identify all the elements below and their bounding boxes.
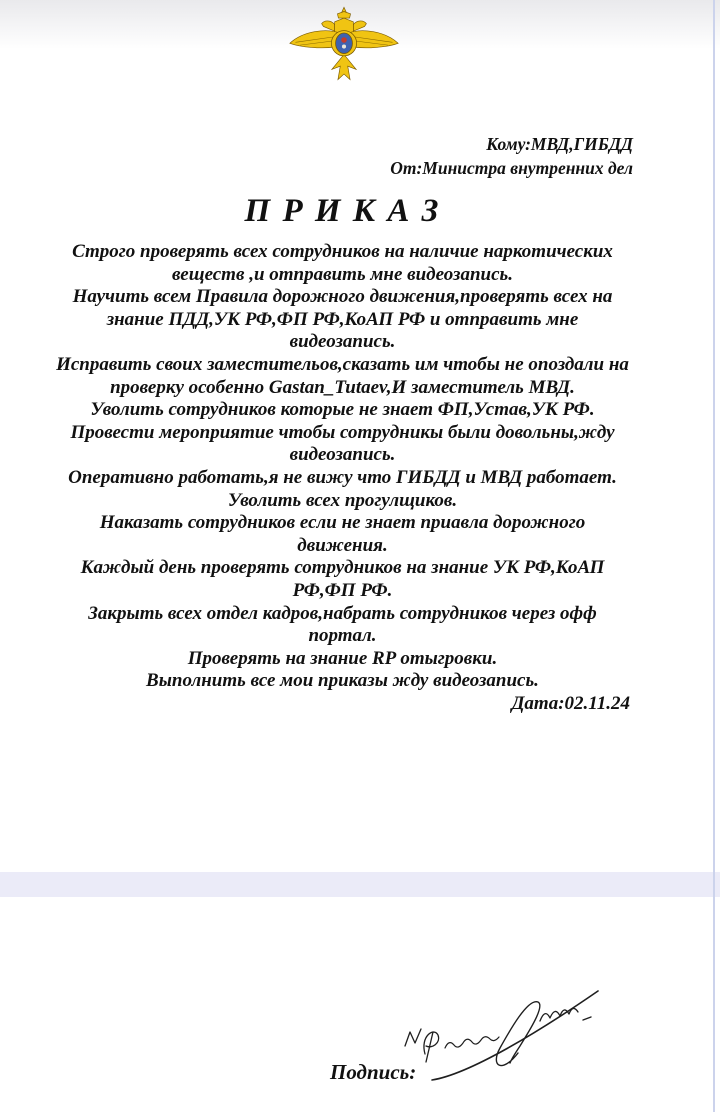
order-item: Оперативно работать,я не вижу что ГИБДД и МВД работает.	[68, 466, 617, 488]
order-item: Провести мероприятие чтобы сотрудникы были довольны,жду видеозапись.	[70, 421, 615, 466]
sender-line: От:Министра внутренних дел	[390, 158, 633, 178]
order-item: Научить всем Правила дорожного движения,проверять всех на знание ПДД,УК РФ,ФП РФ,КоАП РФ и отправить мне видеозапись.	[72, 286, 613, 353]
date-line: Дата:02.11.24	[511, 692, 630, 714]
signature-label: Подпись:	[330, 1060, 417, 1084]
order-item: Выполнить все мои приказы жду видеозапись.	[146, 670, 539, 692]
order-item: Каждый день проверять сотрудников на знание УК РФ,КоАП РФ,ФП РФ.	[80, 557, 605, 601]
order-body	[55, 241, 630, 715]
order-item: Строго проверять всех сотрудников на наличие наркотических веществ ,и отправить мне видеозапись.	[72, 241, 613, 285]
order-item: Исправить своих заместительов,сказать им чтобы не опоздали на проверку особенно Gastan_Tutaev,И заместитель МВД.	[56, 353, 629, 398]
page-edge-line	[713, 0, 715, 1112]
document-title: П Р И К А З	[244, 193, 441, 229]
handwritten-signature	[400, 986, 608, 1086]
mvd-eagle-emblem-icon	[288, 5, 400, 89]
order-item: Закрыть всех отдел кадров,набрать сотрудников через офф портал.	[88, 602, 597, 647]
document-header	[0, 132, 633, 180]
order-item: Проверять на знание RP отыгровки.	[187, 647, 498, 669]
order-item: Наказать сотрудников если не знает приавла дорожного движения.	[99, 512, 586, 556]
page-separator	[0, 872, 720, 897]
order-item: Уволить всех прогулщиков.	[227, 489, 458, 511]
order-item: Уволить сотрудников которые не знает ФП,Устав,УК РФ.	[90, 399, 595, 421]
recipient-line: Кому:МВД,ГИБДД	[486, 134, 633, 154]
